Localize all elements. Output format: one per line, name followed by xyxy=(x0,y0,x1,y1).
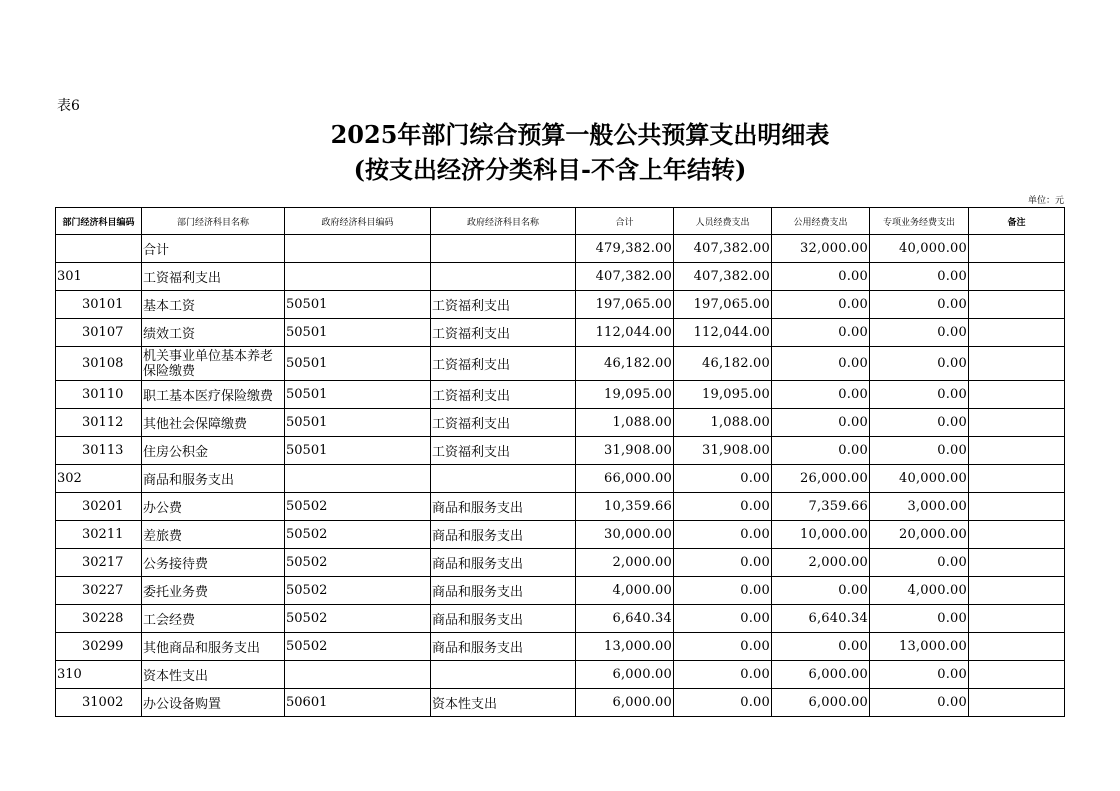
cell-dept-name: 办公设备购置 xyxy=(142,689,285,717)
cell-public: 0.00 xyxy=(772,633,870,661)
col-header-public: 公用经费支出 xyxy=(772,208,870,235)
cell-special: 0.00 xyxy=(870,437,969,465)
cell-gov-code: 50501 xyxy=(285,319,431,347)
cell-dept-code: 30101 xyxy=(56,291,142,319)
cell-dept-code: 301 xyxy=(56,263,142,291)
cell-special: 0.00 xyxy=(870,549,969,577)
cell-note xyxy=(969,633,1065,661)
cell-personnel: 0.00 xyxy=(674,493,772,521)
cell-special: 4,000.00 xyxy=(870,577,969,605)
unit-label: 单位：元 xyxy=(1027,196,1064,206)
table-row xyxy=(56,689,1065,717)
cell-gov-name: 工资福利支出 xyxy=(431,437,576,465)
table-row xyxy=(56,465,1065,493)
cell-gov-name: 商品和服务支出 xyxy=(431,549,576,577)
cell-gov-name: 工资福利支出 xyxy=(431,347,576,381)
cell-public: 0.00 xyxy=(772,381,870,409)
cell-total: 1,088.00 xyxy=(576,409,674,437)
cell-personnel: 1,088.00 xyxy=(674,409,772,437)
cell-dept-code: 30110 xyxy=(56,381,142,409)
cell-dept-name: 基本工资 xyxy=(142,291,285,319)
table-row xyxy=(56,493,1065,521)
cell-gov-code xyxy=(285,661,431,689)
cell-gov-name: 工资福利支出 xyxy=(431,381,576,409)
budget-table xyxy=(55,207,1065,717)
cell-dept-name: 其他商品和服务支出 xyxy=(142,633,285,661)
cell-dept-name: 机关事业单位基本养老保险缴费 xyxy=(142,347,285,381)
cell-total: 10,359.66 xyxy=(576,493,674,521)
cell-gov-code: 50502 xyxy=(285,521,431,549)
cell-public: 6,000.00 xyxy=(772,661,870,689)
cell-dept-code: 30113 xyxy=(56,437,142,465)
cell-public: 10,000.00 xyxy=(772,521,870,549)
cell-total: 46,182.00 xyxy=(576,347,674,381)
cell-personnel: 0.00 xyxy=(674,465,772,493)
cell-note xyxy=(969,605,1065,633)
cell-gov-code: 50501 xyxy=(285,291,431,319)
cell-personnel: 0.00 xyxy=(674,633,772,661)
cell-note xyxy=(969,493,1065,521)
table-row xyxy=(56,577,1065,605)
cell-total: 30,000.00 xyxy=(576,521,674,549)
cell-personnel: 407,382.00 xyxy=(674,235,772,263)
cell-personnel: 0.00 xyxy=(674,605,772,633)
cell-personnel: 0.00 xyxy=(674,689,772,717)
cell-special: 0.00 xyxy=(870,319,969,347)
cell-gov-name: 商品和服务支出 xyxy=(431,605,576,633)
cell-total: 197,065.00 xyxy=(576,291,674,319)
cell-gov-name: 工资福利支出 xyxy=(431,409,576,437)
cell-note xyxy=(969,661,1065,689)
cell-note xyxy=(969,465,1065,493)
cell-total: 407,382.00 xyxy=(576,263,674,291)
cell-total: 6,000.00 xyxy=(576,661,674,689)
cell-special: 13,000.00 xyxy=(870,633,969,661)
cell-note xyxy=(969,689,1065,717)
cell-total: 66,000.00 xyxy=(576,465,674,493)
cell-dept-code: 30107 xyxy=(56,319,142,347)
cell-personnel: 0.00 xyxy=(674,549,772,577)
cell-dept-name: 资本性支出 xyxy=(142,661,285,689)
table-row xyxy=(56,521,1065,549)
cell-note xyxy=(969,347,1065,381)
table-row xyxy=(56,549,1065,577)
cell-gov-name: 工资福利支出 xyxy=(431,319,576,347)
table-row xyxy=(56,347,1065,381)
cell-special: 0.00 xyxy=(870,689,969,717)
cell-total: 13,000.00 xyxy=(576,633,674,661)
cell-personnel: 31,908.00 xyxy=(674,437,772,465)
cell-note xyxy=(969,319,1065,347)
cell-dept-name: 委托业务费 xyxy=(142,577,285,605)
cell-special: 0.00 xyxy=(870,291,969,319)
cell-gov-code: 50502 xyxy=(285,549,431,577)
cell-total: 31,908.00 xyxy=(576,437,674,465)
cell-gov-code xyxy=(285,235,431,263)
cell-public: 0.00 xyxy=(772,263,870,291)
cell-gov-name: 商品和服务支出 xyxy=(431,633,576,661)
cell-note xyxy=(969,437,1065,465)
cell-public: 7,359.66 xyxy=(772,493,870,521)
cell-public: 0.00 xyxy=(772,319,870,347)
cell-gov-name xyxy=(431,465,576,493)
cell-public: 0.00 xyxy=(772,437,870,465)
cell-dept-code: 30217 xyxy=(56,549,142,577)
cell-gov-name: 工资福利支出 xyxy=(431,291,576,319)
cell-note xyxy=(969,235,1065,263)
cell-special: 0.00 xyxy=(870,263,969,291)
cell-public: 32,000.00 xyxy=(772,235,870,263)
table-row xyxy=(56,235,1065,263)
cell-personnel: 0.00 xyxy=(674,521,772,549)
page-title: 2025年部门综合预算一般公共预算支出明细表 xyxy=(330,120,830,149)
cell-dept-name: 工资福利支出 xyxy=(142,263,285,291)
table-row xyxy=(56,291,1065,319)
cell-dept-code: 31002 xyxy=(56,689,142,717)
table-number: 表6 xyxy=(57,98,80,114)
cell-public: 26,000.00 xyxy=(772,465,870,493)
cell-special: 0.00 xyxy=(870,661,969,689)
cell-total: 6,000.00 xyxy=(576,689,674,717)
cell-gov-code: 50502 xyxy=(285,605,431,633)
cell-dept-code: 30211 xyxy=(56,521,142,549)
cell-public: 0.00 xyxy=(772,577,870,605)
cell-gov-name: 资本性支出 xyxy=(431,689,576,717)
cell-total: 2,000.00 xyxy=(576,549,674,577)
cell-special: 3,000.00 xyxy=(870,493,969,521)
col-header-special: 专项业务经费支出 xyxy=(870,208,969,235)
col-header-dept-code: 部门经济科目编码 xyxy=(56,208,142,235)
table-row xyxy=(56,319,1065,347)
col-header-gov-code: 政府经济科目编码 xyxy=(285,208,431,235)
cell-total: 479,382.00 xyxy=(576,235,674,263)
cell-note xyxy=(969,263,1065,291)
cell-gov-name xyxy=(431,263,576,291)
cell-gov-code: 50502 xyxy=(285,633,431,661)
cell-note xyxy=(969,521,1065,549)
cell-personnel: 407,382.00 xyxy=(674,263,772,291)
cell-dept-name: 住房公积金 xyxy=(142,437,285,465)
cell-gov-code xyxy=(285,465,431,493)
cell-dept-code: 30228 xyxy=(56,605,142,633)
cell-special: 0.00 xyxy=(870,409,969,437)
cell-dept-code: 30299 xyxy=(56,633,142,661)
cell-dept-code: 310 xyxy=(56,661,142,689)
cell-personnel: 19,095.00 xyxy=(674,381,772,409)
table-row xyxy=(56,605,1065,633)
col-header-personnel: 人员经费支出 xyxy=(674,208,772,235)
cell-dept-code: 30227 xyxy=(56,577,142,605)
cell-dept-name: 工会经费 xyxy=(142,605,285,633)
cell-special: 0.00 xyxy=(870,605,969,633)
cell-personnel: 0.00 xyxy=(674,577,772,605)
cell-note xyxy=(969,291,1065,319)
cell-personnel: 0.00 xyxy=(674,661,772,689)
cell-gov-code: 50501 xyxy=(285,381,431,409)
cell-public: 0.00 xyxy=(772,409,870,437)
cell-dept-code: 302 xyxy=(56,465,142,493)
cell-special: 0.00 xyxy=(870,347,969,381)
cell-dept-name: 合计 xyxy=(142,235,285,263)
cell-dept-code: 30108 xyxy=(56,347,142,381)
cell-gov-code: 50502 xyxy=(285,493,431,521)
col-header-total: 合计 xyxy=(576,208,674,235)
cell-special: 0.00 xyxy=(870,381,969,409)
table-row xyxy=(56,437,1065,465)
cell-special: 20,000.00 xyxy=(870,521,969,549)
col-header-gov-name: 政府经济科目名称 xyxy=(431,208,576,235)
cell-total: 4,000.00 xyxy=(576,577,674,605)
cell-public: 0.00 xyxy=(772,291,870,319)
cell-note xyxy=(969,549,1065,577)
table-header-row xyxy=(56,208,1065,235)
cell-gov-name: 商品和服务支出 xyxy=(431,577,576,605)
cell-total: 19,095.00 xyxy=(576,381,674,409)
cell-gov-name xyxy=(431,235,576,263)
cell-special: 40,000.00 xyxy=(870,465,969,493)
col-header-dept-name: 部门经济科目名称 xyxy=(142,208,285,235)
cell-dept-name: 办公费 xyxy=(142,493,285,521)
table-body xyxy=(56,235,1065,717)
cell-note xyxy=(969,409,1065,437)
cell-gov-name: 商品和服务支出 xyxy=(431,493,576,521)
cell-gov-code: 50501 xyxy=(285,437,431,465)
cell-dept-name: 差旅费 xyxy=(142,521,285,549)
cell-note xyxy=(969,577,1065,605)
cell-dept-code xyxy=(56,235,142,263)
cell-total: 6,640.34 xyxy=(576,605,674,633)
cell-dept-name: 其他社会保障缴费 xyxy=(142,409,285,437)
cell-public: 2,000.00 xyxy=(772,549,870,577)
cell-gov-code: 50501 xyxy=(285,409,431,437)
cell-total: 112,044.00 xyxy=(576,319,674,347)
cell-dept-code: 30201 xyxy=(56,493,142,521)
cell-gov-name: 商品和服务支出 xyxy=(431,521,576,549)
cell-gov-code: 50502 xyxy=(285,577,431,605)
cell-public: 6,640.34 xyxy=(772,605,870,633)
cell-dept-name: 公务接待费 xyxy=(142,549,285,577)
cell-special: 40,000.00 xyxy=(870,235,969,263)
cell-public: 0.00 xyxy=(772,347,870,381)
cell-personnel: 46,182.00 xyxy=(674,347,772,381)
cell-dept-name: 职工基本医疗保险缴费 xyxy=(142,381,285,409)
cell-personnel: 197,065.00 xyxy=(674,291,772,319)
cell-dept-name: 商品和服务支出 xyxy=(142,465,285,493)
page-subtitle: (按支出经济分类科目-不含上年结转) xyxy=(353,155,747,184)
cell-note xyxy=(969,381,1065,409)
cell-public: 6,000.00 xyxy=(772,689,870,717)
table-row xyxy=(56,381,1065,409)
table-row xyxy=(56,263,1065,291)
col-header-note: 备注 xyxy=(969,208,1065,235)
table-row xyxy=(56,409,1065,437)
cell-gov-code: 50501 xyxy=(285,347,431,381)
table-row xyxy=(56,633,1065,661)
cell-dept-code: 30112 xyxy=(56,409,142,437)
cell-gov-code xyxy=(285,263,431,291)
cell-dept-name: 绩效工资 xyxy=(142,319,285,347)
cell-gov-name xyxy=(431,661,576,689)
table-row xyxy=(56,661,1065,689)
cell-gov-code: 50601 xyxy=(285,689,431,717)
cell-personnel: 112,044.00 xyxy=(674,319,772,347)
